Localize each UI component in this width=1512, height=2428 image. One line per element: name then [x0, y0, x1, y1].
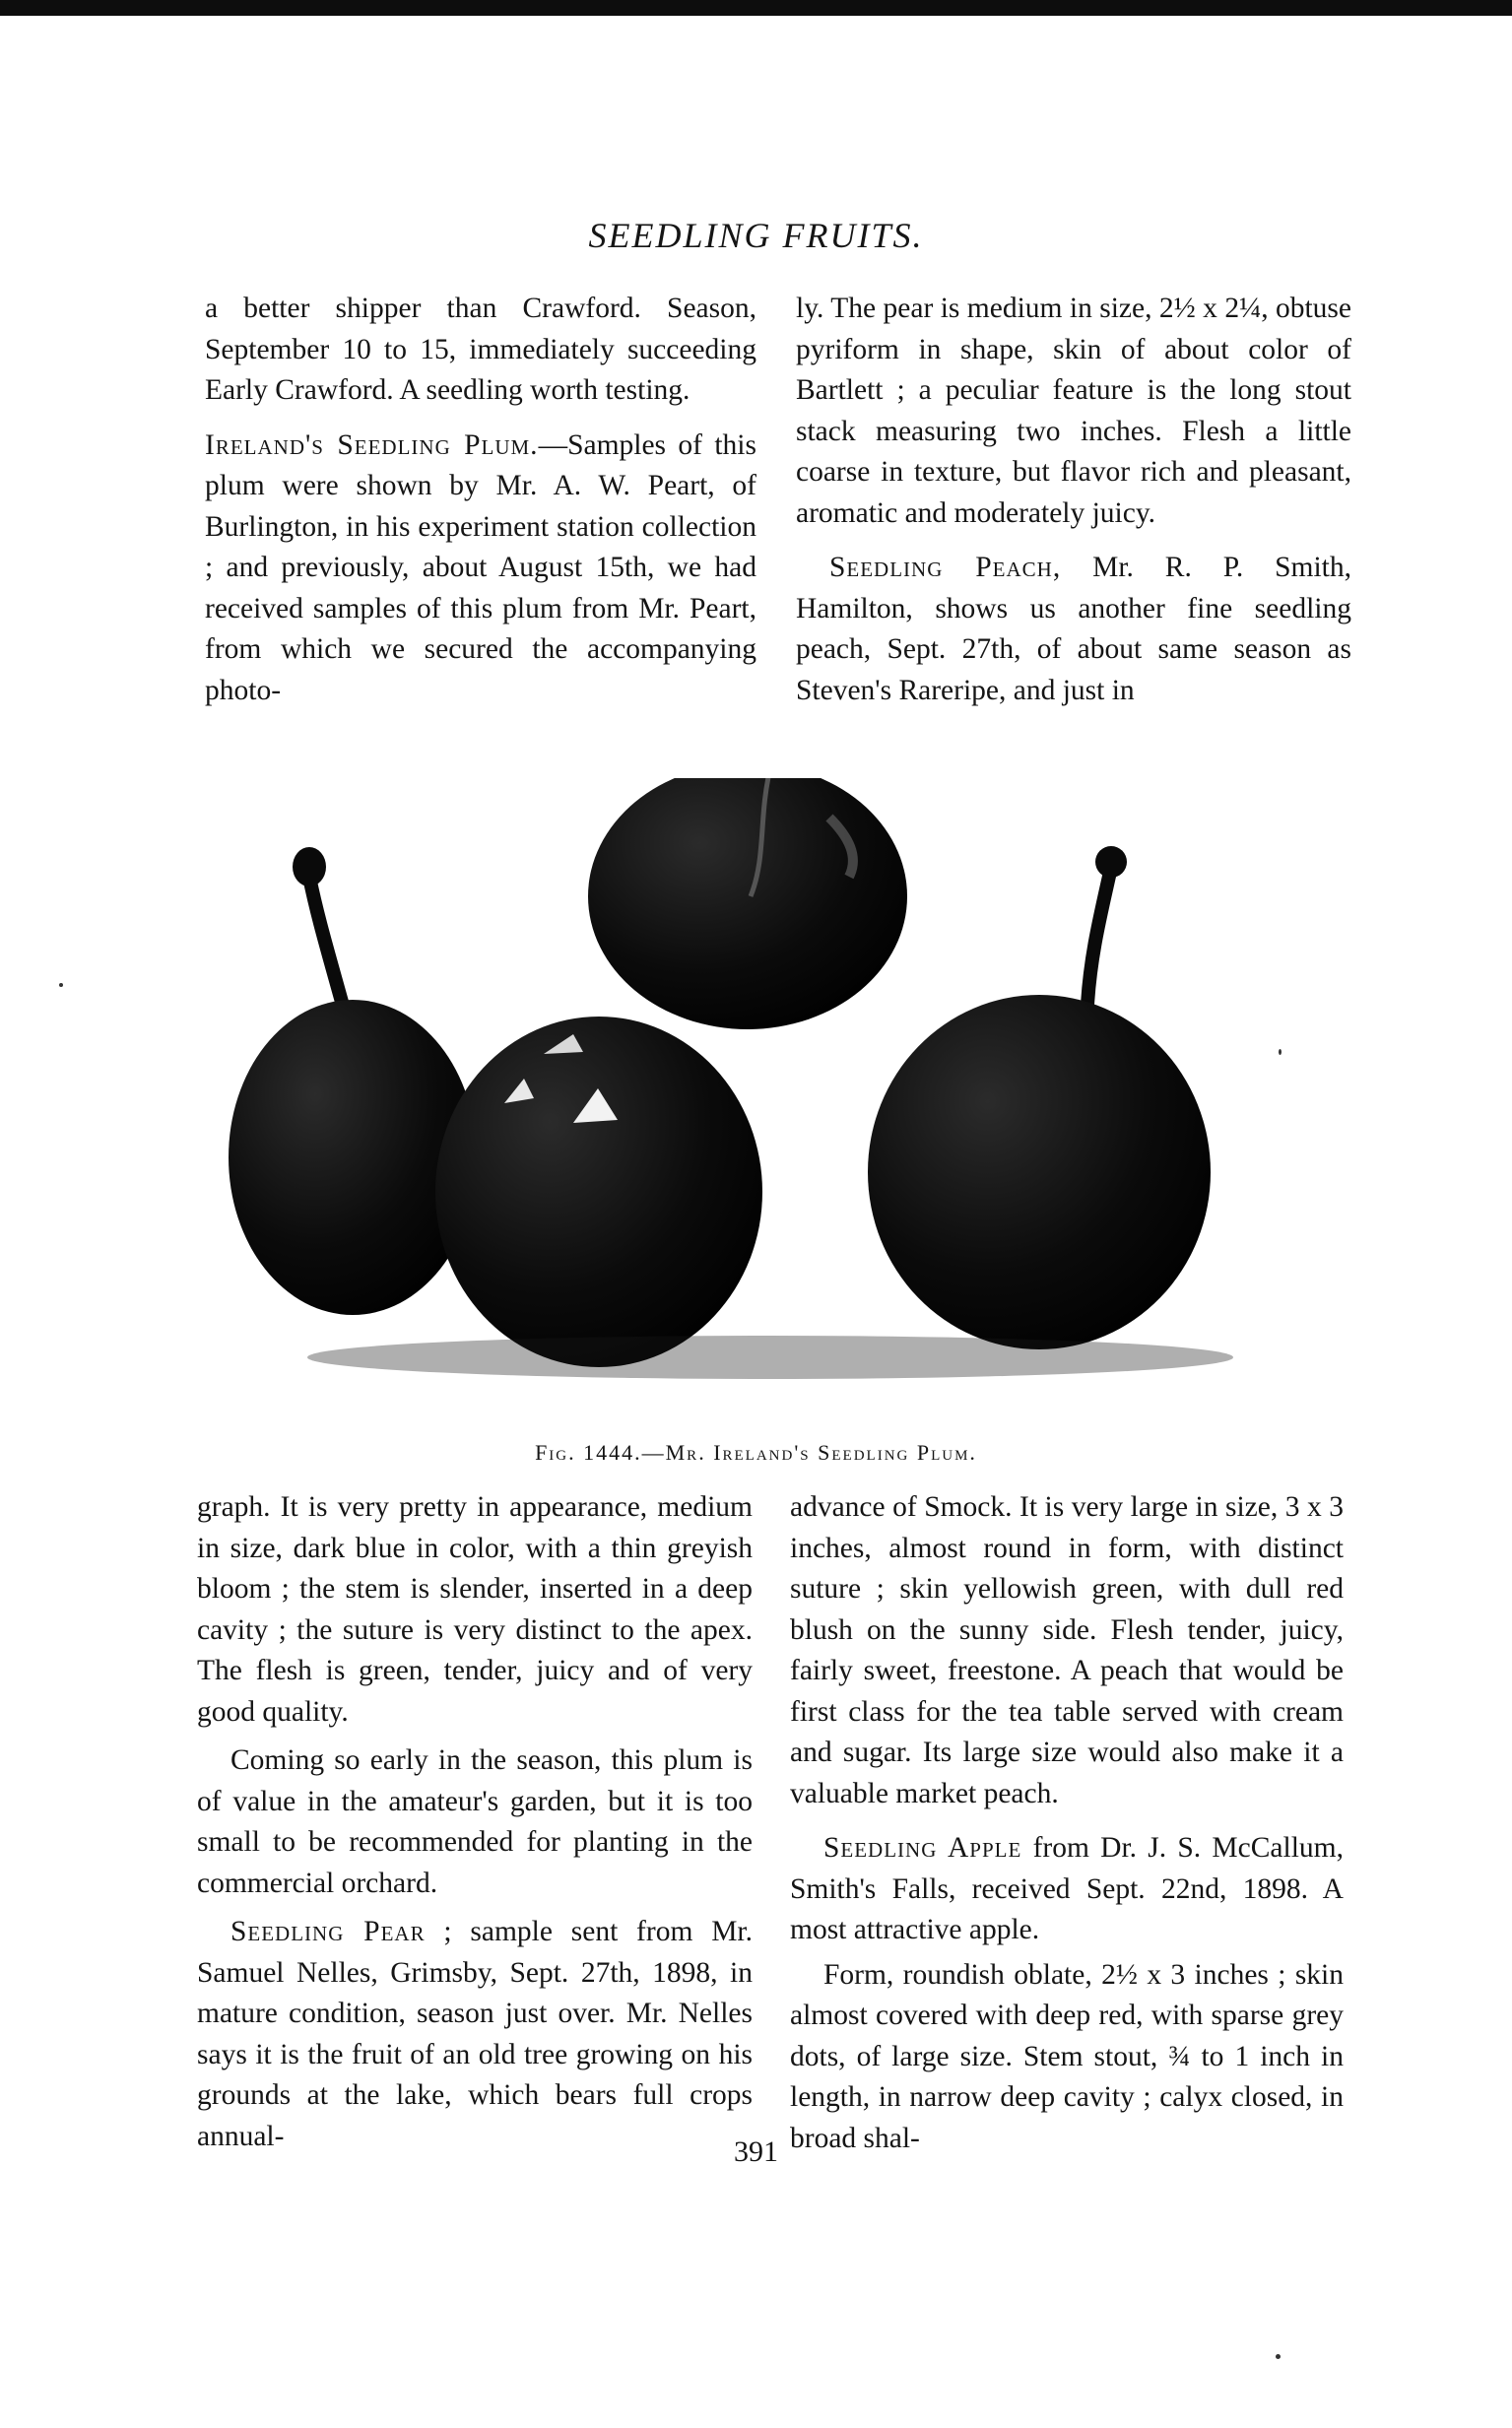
running-head: SEEDLING FRUITS.: [588, 216, 924, 255]
paragraph: Ireland's Seedling Plum.—Samples of this plum were shown by Mr. A. W. Peart, of Burlington, in his experiment station collection ; and previously, about August 15th, we had received samples of this plum from Mr. Peart, from which we secured the accompanying photo-: [205, 428, 756, 706]
paragraph: a better shipper than Crawford. Season, September 10 to 15, immediately succeeding Early Crawford. A seedling worth testing.: [205, 293, 756, 406]
paragraph: Seedling Pear ; sample sent from Mr. Samuel Nelles, Grimsby, Sept. 27th, 1898, in mature condition, season just over. Mr. Nelles says it is the fruit of an old tree growing on his grounds at the lake, which bears full crops annual-: [197, 1916, 753, 2152]
section-head: Seedling Peach,: [829, 552, 1062, 583]
figure-caption: Fig. 1444.—Mr. Ireland's Seedling Plum.: [535, 1440, 977, 1465]
paragraph: graph. It is very pretty in appearance, medium in size, dark blue in color, with a thin greyish bloom ; the stem is slender, inserted in a deep cavity ; the suture is very distinct to the apex. The flesh is green, tender, juicy and of very good quality.: [197, 1491, 753, 1728]
paragraph: Seedling Peach, Mr. R. P. Smith, Hamilton, shows us another fine seedling peach, Sept. 27th, of about same season as Steven's Rareripe, and just in: [796, 552, 1352, 706]
plum-right: [868, 995, 1211, 1349]
plum-middle: [435, 1017, 762, 1367]
paragraph: Form, roundish oblate, 2½ x 3 inches ; skin almost covered with deep red, with sparse grey dots, of large size. Stem stout, ¾ to 1 inch in length, in narrow deep cavity ; calyx closed, in broad shal-: [790, 1958, 1344, 2154]
scan-speck: [1279, 1049, 1282, 1055]
page-number: 391: [734, 2135, 778, 2168]
column-bottom-right: [790, 1487, 1344, 2159]
paragraph: advance of Smock. It is very large in size, 3 x 3 inches, almost round in form, with distinct suture ; skin yellowish green, with dull red blush on the sunny side. Flesh tender, juicy, fairly sweet, freestone. A peach that would be first class for the tea table served with cream and sugar. Its large size would also make it a valuable market peach.: [790, 1491, 1344, 1809]
column-bottom-left: [197, 1487, 753, 2157]
paragraph: Seedling Apple from Dr. J. S. McCallum, Smith's Falls, received Sept. 22nd, 1898. A most attractive apple.: [790, 1832, 1344, 1945]
plum-back: [588, 778, 907, 1029]
paragraph: ly. The pear is medium in size, 2½ x 2¼, obtuse pyriform in shape, skin of about color of Bartlett ; a peculiar feature is the long stout stack measuring two inches. Flesh a little coarse in texture, but flavor rich and pleasant, aromatic and moderately juicy.: [796, 293, 1351, 529]
column-top-right: [796, 289, 1351, 711]
section-head: Seedling Pear: [230, 1916, 426, 1947]
section-head: Ireland's Seedling Plum.: [205, 428, 539, 461]
top-border: [0, 0, 1512, 16]
section-head: Seedling Apple: [823, 1832, 1022, 1864]
paragraph: Coming so early in the season, this plum is of value in the amateur's garden, but it is too small to be recommended for planting in the commercial orchard.: [197, 1744, 753, 1899]
plum-photograph: [219, 778, 1322, 1399]
scan-speck: [59, 983, 63, 987]
scan-speck: [1276, 2354, 1281, 2359]
column-top-left: [205, 289, 756, 711]
